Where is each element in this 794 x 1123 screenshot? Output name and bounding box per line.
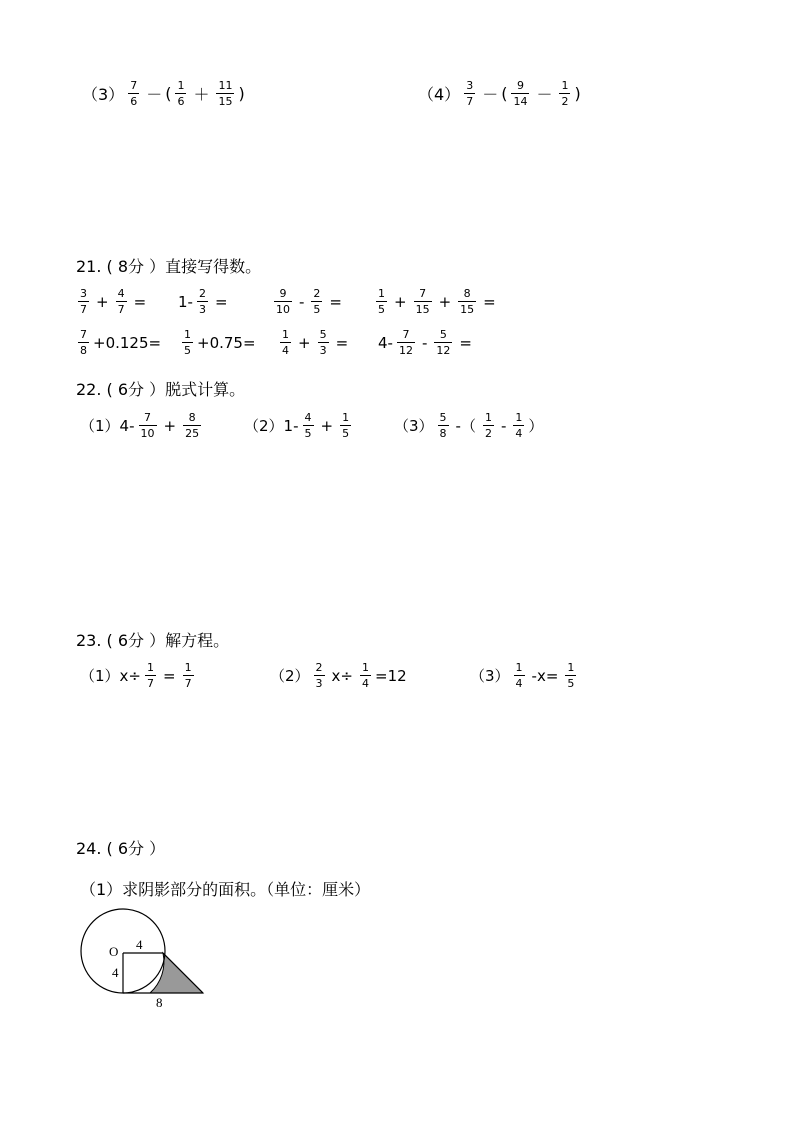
q21-r2-item-2: $\frac{1}{5}$ +0.75=: [184, 328, 256, 357]
q21-r2-item-1: $\frac{7}{8}$ +0.125=: [80, 328, 162, 357]
question-24-heading: 24. ( 6分 ）: [76, 839, 166, 858]
fraction: $\frac{1}{6}$: [177, 79, 185, 108]
label: （4）: [418, 85, 461, 104]
label: （3）: [82, 85, 125, 104]
question-22-heading: 22. ( 6分 ）脱式计算。: [76, 380, 246, 399]
q22-problem-2: （2）1- $\frac{4}{5}$ + $\frac{1}{5}$: [244, 411, 350, 440]
q21-r1-item-2: 1- $\frac{2}{3}$ =: [178, 287, 228, 316]
q23-problem-3: （3） $\frac{1}{4}$ -x= $\frac{1}{5}$: [470, 661, 575, 690]
fraction: $\frac{11}{15}$: [218, 79, 233, 108]
q21-r2-item-3: $\frac{1}{4}$ + $\frac{5}{3}$ =: [282, 328, 349, 357]
q24-subquestion-1: （1）求阴影部分的面积。（单位：厘米）: [80, 880, 371, 899]
problem-20-4: （4） $\frac{3}{7}$ － ( $\frac{9}{14}$ － $\frac{1}{2}$ ): [418, 79, 581, 108]
center-label: O: [109, 944, 119, 959]
question-23-heading: 23. ( 6分 ）解方程。: [76, 631, 230, 650]
q23-problem-1: （1）x÷ $\frac{1}{7}$ = $\frac{1}{7}$: [80, 661, 192, 690]
shaded-area-figure: [70, 905, 220, 1015]
q21-r2-item-4: 4- $\frac{7}{12}$ - $\frac{5}{12}$ =: [378, 328, 472, 357]
q22-problem-3: （3） $\frac{5}{8}$ -（ $\frac{1}{2}$ - $\frac{1}{4}$ ）: [394, 411, 544, 440]
shaded-region: [150, 953, 203, 993]
bottom-length-label: 8: [156, 995, 163, 1010]
q21-r1-item-1: $\frac{3}{7}$ + $\frac{4}{7}$ =: [80, 287, 147, 316]
fraction: $\frac{7}{6}$: [130, 79, 138, 108]
question-21-heading: 21. ( 8分 ）直接写得数。: [76, 257, 262, 276]
problem-20-3: （3） $\frac{7}{6}$ － ( $\frac{1}{6}$ ＋ $\frac{11}{15}$ ): [82, 79, 245, 108]
fraction: $\frac{3}{7}$: [466, 79, 474, 108]
fraction: $\frac{1}{2}$: [561, 79, 569, 108]
q23-problem-2: （2） $\frac{2}{3}$ x÷ $\frac{1}{4}$ =12: [270, 661, 407, 690]
top-length-label: 4: [136, 937, 143, 952]
fraction: $\frac{9}{14}$: [513, 79, 528, 108]
left-length-label: 4: [112, 965, 119, 980]
q21-r1-item-4: $\frac{1}{5}$ + $\frac{7}{15}$ + $\frac{8}{15}$ =: [378, 287, 496, 316]
q22-problem-1: （1）4- $\frac{7}{10}$ + $\frac{8}{25}$: [80, 411, 200, 440]
q21-r1-item-3: $\frac{9}{10}$ - $\frac{2}{5}$ =: [276, 287, 342, 316]
